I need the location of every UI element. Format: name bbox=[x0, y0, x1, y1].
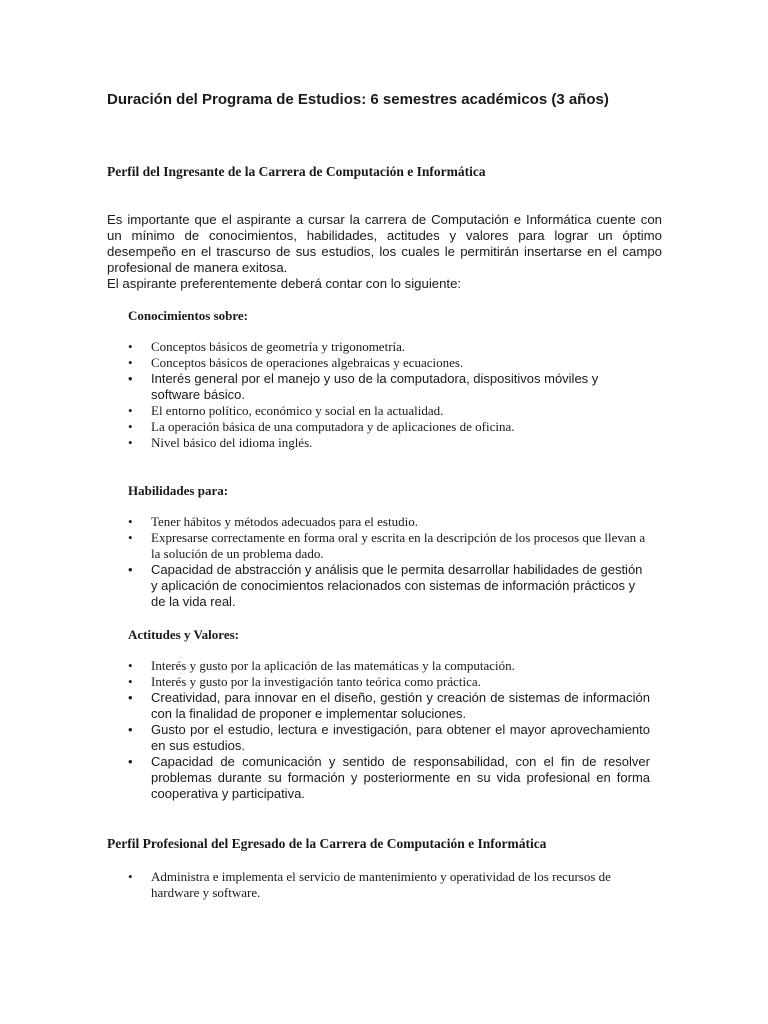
list-item: • Tener hábitos y métodos adecuados para el estudio. bbox=[128, 514, 418, 529]
bullet-icon: • bbox=[128, 435, 133, 450]
bullet-icon: • bbox=[128, 530, 133, 545]
habilidades-list bbox=[128, 514, 650, 610]
list-item: • Administra e implementa el servicio de mantenimiento y operatividad de los recursos de hardware y software. bbox=[128, 869, 611, 900]
bullet-icon: • bbox=[128, 722, 133, 737]
list-item: • Interés y gusto por la investigación tanto teórica como práctica. bbox=[128, 674, 481, 689]
actitudes-list bbox=[128, 658, 650, 802]
list-item: • Conceptos básicos de geometría y trigonometría. bbox=[128, 339, 406, 354]
list-item: • La operación básica de una computadora y de aplicaciones de oficina. bbox=[128, 419, 515, 434]
intro-paragraph bbox=[107, 212, 662, 292]
page-title: Duración del Programa de Estudios: 6 semestres académicos (3 años) bbox=[107, 91, 609, 108]
list-item: • Expresarse correctamente en forma oral y escrita en la descripción de los procesos que llevan a la solución de un problema dado. bbox=[128, 530, 646, 561]
bullet-icon: • bbox=[128, 658, 133, 673]
list-item: • Interés general por el manejo y uso de la computadora, dispositivos móviles y software básico. bbox=[128, 371, 599, 402]
bullet-icon: • bbox=[128, 674, 133, 689]
bullet-icon: • bbox=[128, 371, 133, 386]
list-item: • Capacidad de abstracción y análisis que le permita desarrollar habilidades de gestión y aplicación de conocimientos relacionados con sistemas de información prácticos y de la vida real. bbox=[128, 562, 643, 609]
section-heading-egresado: Perfil Profesional del Egresado de la Carrera de Computación e Informática bbox=[107, 836, 547, 851]
list-item: • Capacidad de comunicación y sentido de responsabilidad, con el fin de resolver problemas durante su formación y posteriormente en su vida profesional en forma cooperativa y participativa. bbox=[128, 754, 650, 801]
list-item: • Creatividad, para innovar en el diseño, gestión y creación de sistemas de información con la finalidad de proponer e implementar soluciones. bbox=[128, 690, 650, 721]
bullet-icon: • bbox=[128, 562, 133, 577]
list-item: • Conceptos básicos de operaciones algebraicas y ecuaciones. bbox=[128, 355, 464, 370]
egresado-list bbox=[128, 869, 650, 901]
section-heading-ingresante: Perfil del Ingresante de la Carrera de Computación e Informática bbox=[107, 164, 486, 179]
intro-text: Es importante que el aspirante a cursar la carrera de Computación e Informática cuente con un mínimo de conocimientos, habilidades, actitudes y valores para lograr un óptimo desempeño en el trascurso de sus estudios, los cuales le permitirán insertarse en el campo profesional de manera exitosa. bbox=[107, 212, 662, 275]
intro-text-followup: El aspirante preferentemente deberá contar con lo siguiente: bbox=[107, 276, 462, 291]
conocimientos-heading: Conocimientos sobre: bbox=[128, 308, 249, 323]
bullet-icon: • bbox=[128, 419, 133, 434]
bullet-icon: • bbox=[128, 355, 133, 370]
list-item: • Gusto por el estudio, lectura e investigación, para obtener el mayor aprovechamiento en sus estudios. bbox=[128, 722, 650, 753]
bullet-icon: • bbox=[128, 514, 133, 529]
list-item: • Interés y gusto por la aplicación de las matemáticas y la computación. bbox=[128, 658, 515, 673]
bullet-icon: • bbox=[128, 403, 133, 418]
bullet-icon: • bbox=[128, 754, 133, 769]
bullet-icon: • bbox=[128, 339, 133, 354]
list-item: • El entorno político, económico y social en la actualidad. bbox=[128, 403, 444, 418]
list-item: • Nivel básico del idioma inglés. bbox=[128, 435, 313, 450]
conocimientos-list bbox=[128, 339, 650, 451]
bullet-icon: • bbox=[128, 690, 133, 705]
habilidades-heading: Habilidades para: bbox=[128, 483, 229, 498]
actitudes-heading: Actitudes y Valores: bbox=[128, 627, 239, 642]
bullet-icon: • bbox=[128, 869, 133, 884]
